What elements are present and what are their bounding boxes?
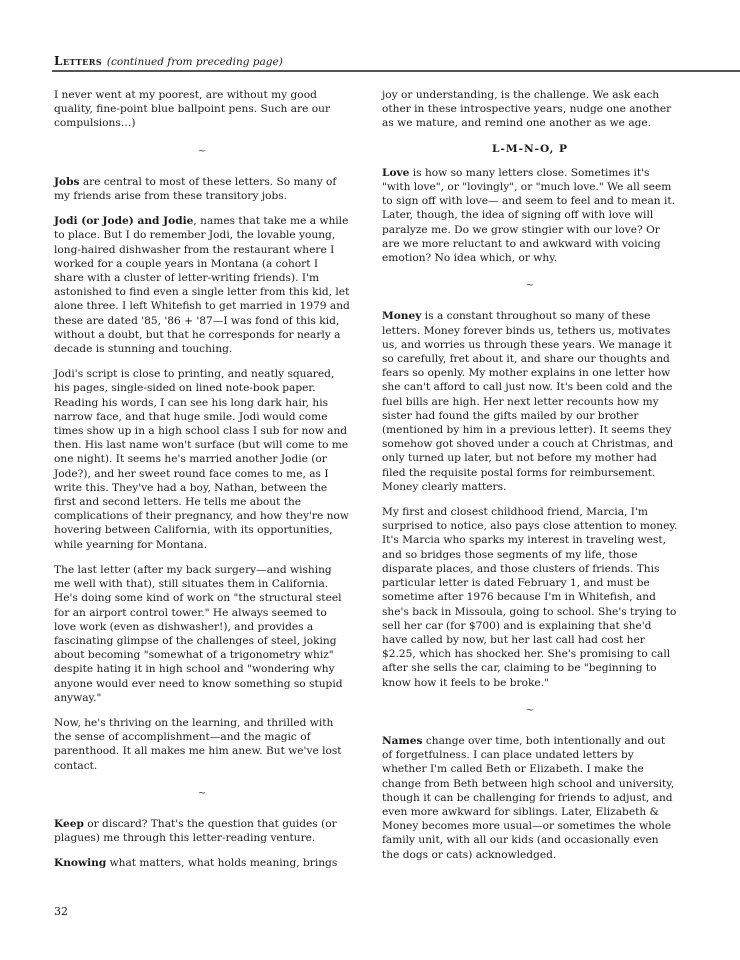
section-separator: ~: [197, 787, 207, 799]
keyword-jobs: Jobs: [54, 175, 80, 188]
paragraph-intro: I never went at my poorest, are without my good quality, fine-point blue ballpoint pens. Such are our compulsions…): [54, 89, 331, 130]
right-column: [382, 88, 678, 873]
section-separator: ~: [525, 704, 535, 716]
paragraph-continued: joy or understanding, is the challenge. We ask each other in these introspective years, nudge one another as we mature, and remind one another as we age.: [382, 89, 672, 130]
section-separator: ~: [525, 280, 535, 292]
section-separator: ~: [197, 145, 207, 157]
header-subtitle: (continued from preceding page): [106, 56, 283, 68]
paragraph-marcia: My first and closest childhood friend, Marcia, I'm surprised to notice, also pays close attention to money. It's Marcia who sparks my interest in traveling west, and so bridges those segments of my life, those disparate places, and those clusters of friends. This particular letter is dated February 1, and must be sometime after 1976 because I'm in Whitefish, and she's back in Missoula, going to school. She's trying to sell her car (for $700) and is explaining that she'd have called by now, but her last call had cost her $2.25, which has shocked her. She's promising to call after she sells the car, claiming to be "beginning to know how it feels to be broke.": [382, 506, 678, 689]
header-rule: [52, 70, 740, 72]
page-number: 32: [54, 905, 68, 918]
paragraph-love: Love is how so many letters close. Sometimes it's "with love", or "lovingly", or "much love." We all seem to sign off with love— and seem to feel and to mean it. Later, though, the idea of signing off with love will paralyze me. Do we grow stingier with our love? Or are we more reluctant to and awkward with voicing emotion? No idea which, or why.: [382, 166, 675, 265]
header-title: Letters (continued from preceding page): [54, 54, 283, 68]
keyword-money: Money: [382, 310, 422, 323]
paragraph-last-letter: The last letter (after my back surgery—and wishing me well with that), still situates them in California. He's doing some kind of work on "the structural steel for an airport control tower." He always seemed to love work (even as dishwasher!), and provides a fascinating glimpse of the challenges of steel, joking about becoming "somewhat of a trigonometry whiz" despite hating it in high school and "wondering why anyone would ever need to know something so stupid anyway.": [54, 563, 343, 704]
paragraph-money: Money is a constant throughout so many of these letters. Money forever binds us, tethers us, motivates us, and worries us through these years. We manage it so carefully, fret about it, and share our thoughts and fears so openly. My mother explains in one letter how she can't afford to call just now. It's been cold and the fuel bills are high. Her next letter recounts how my sister had found the gifts mailed by our brother (mentioned by him in a previous letter). It seems they somehow got shoved under a couch at Christmas, and only turned up later, but not before my mother had filed the requisite postal forms for reimbursement. Money clearly matters.: [382, 310, 674, 493]
paragraph-script: Jodi's script is close to printing, and neatly squared, his pages, single-sided on lined note-book paper. Reading his words, I can see his long dark hair, his narrow face, and that huge smile. Jodi would come times show up in a high school class I sub for now and then. His last name won't surface (but will come to me one night). It seems he's married another Jodie (or Jode?), and her sweet round face comes to me, as I write this. They've had a boy, Nathan, between the first and second letters. He tells me about the complications of their pregnancy, and how they're now hovering between California, with its opportunities, while yearning for Montana.: [54, 368, 349, 551]
section-heading: L-M-N-O, P: [492, 142, 568, 155]
left-column: [54, 88, 350, 882]
paragraph-jobs: Jobs are central to most of these letters. So many of my friends arise from these transitory jobs.: [54, 175, 337, 203]
keyword-keep: Keep: [54, 817, 84, 830]
paragraph-keep: Keep or discard? That's the question that guides (or plagues) me through this letter-reading venture.: [54, 817, 337, 845]
paragraph-names: Names change over time, both intentionally and out of forgetfulness. I can place undated letters by whether I'm called Beth or Elizabeth. I make the change from Beth between high school and university, though it can be challenging for friends to adjust, and even more awkward for siblings. Later, Elizabeth & Money becomes more usual—or sometimes the whole family unit, with all our kids (and occasionally even the dogs or cats) acknowledged.: [382, 734, 675, 861]
keyword-names: Names: [382, 734, 423, 747]
paragraph-now: Now, he's thriving on the learning, and thrilled with the sense of accomplishment—and the magic of parenthood. It all makes me him anew. But we've lost contact.: [54, 716, 342, 772]
running-header: [52, 50, 740, 72]
keyword-jodi: Jodi (or Jode) and Jodie: [54, 215, 194, 228]
keyword-knowing: Knowing: [54, 857, 107, 870]
paragraph-knowing: Knowing what matters, what holds meaning, brings: [54, 857, 338, 870]
paragraph-jodi: Jodi (or Jode) and Jodie, names that take me a while to place. But I do remember Jodi, the lovable young, long-haired dishwasher from the restaurant where I worked for a couple years in Montana (a cohort I share with a cluster of letter-writing friends). I'm astonished to find even a single letter from this kid, let alone three. I left Whitefish to get married in 1979 and these are dated '85, '86 + '87—I was fond of this kid, without a doubt, but that he corresponds for nearly a decade is stunning and touching.: [54, 215, 350, 356]
keyword-love: Love: [382, 166, 410, 179]
